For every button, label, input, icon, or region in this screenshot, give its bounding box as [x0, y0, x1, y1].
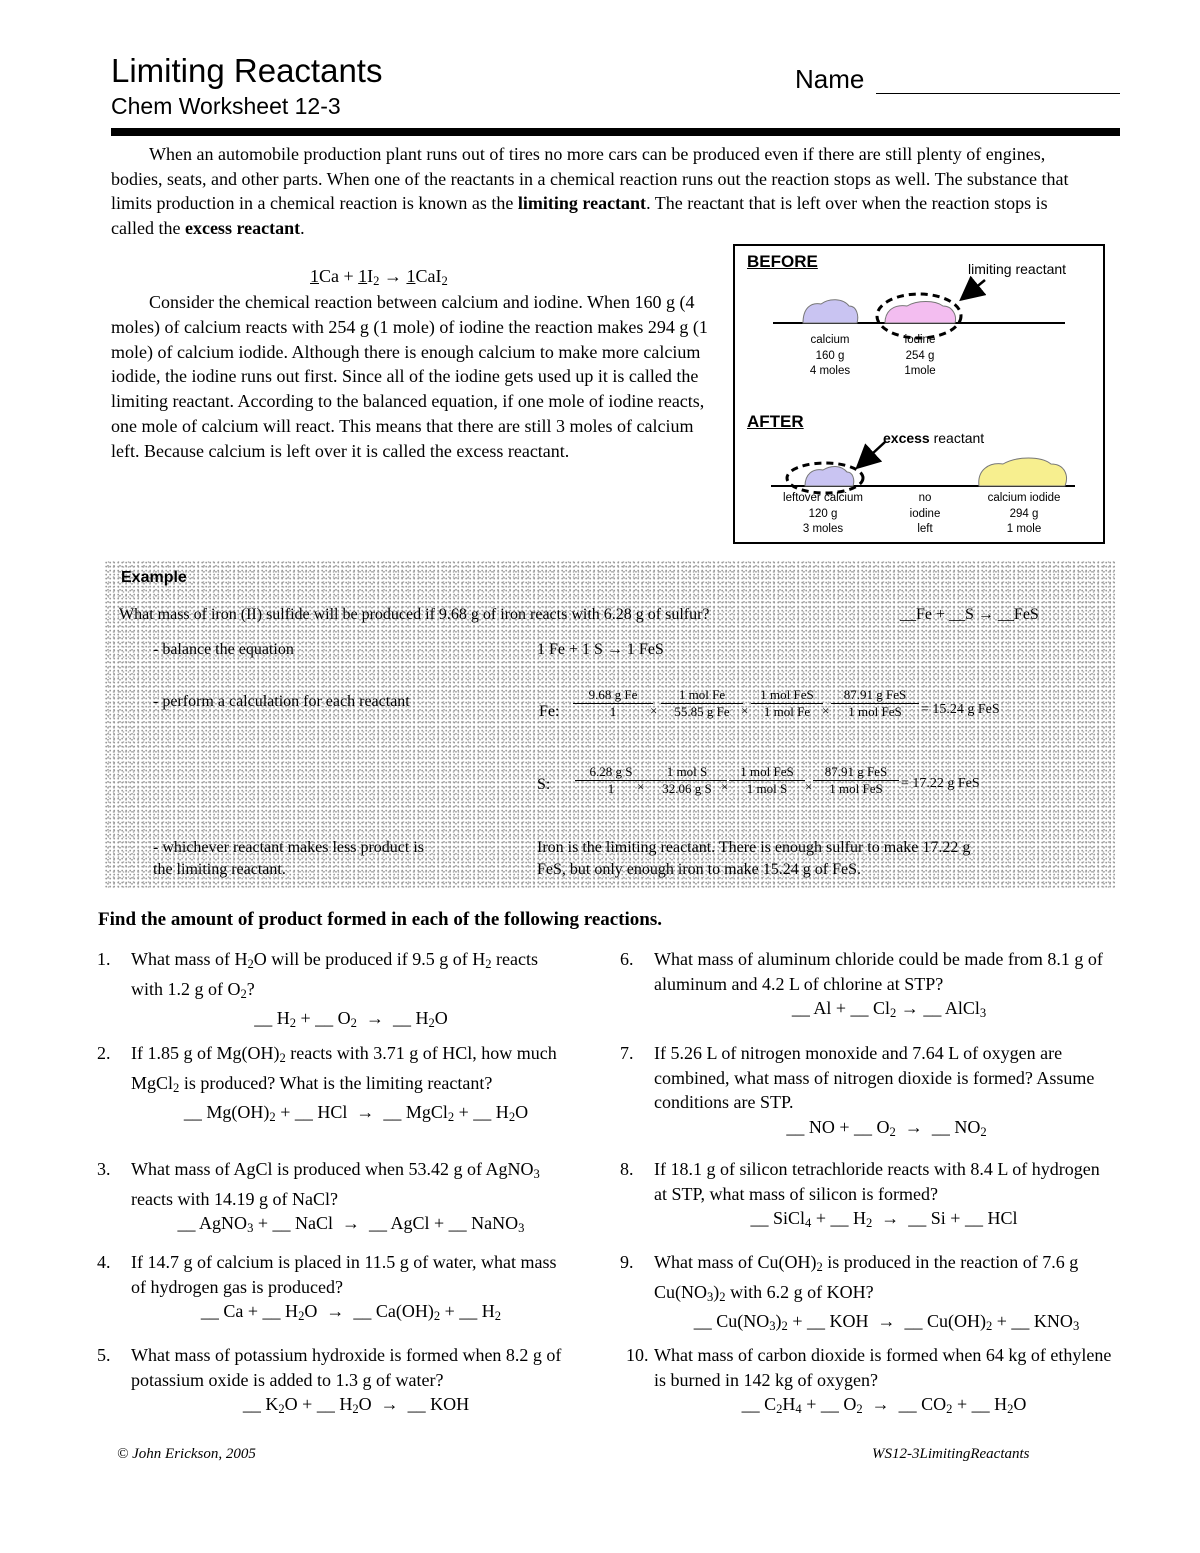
header-rule	[111, 128, 1120, 136]
worksheet-subtitle: Chem Worksheet 12-3	[111, 93, 341, 119]
explanation-text: Consider the chemical reaction between calcium and iodine. When 160 g (4 moles) of calcium reacts with 254 g (1 mole) of iodine the reaction makes 294 g (1 mole) of calcium iodide. Although there is enough calcium to make more calcium iodide, the iodine runs out first. Since all of the iodine gets used up it is called the limiting reactant. According to the balanced equation, if one mole of iodine reacts, one mole of calcium will react. This means that there are still 3 moles of calcium left. Because calcium is left over it is called the excess reactant.	[111, 292, 708, 461]
intro-text-a: When an automobile production plant runs out of tires no more cars can be produced even if there are still plenty of engines, bodies, seats, and other parts. When one of the reactants in a chemical reaction runs out the reaction stops as well. The substance that limits production in a chemical reaction is known as the	[111, 144, 1069, 214]
after-calcium-iodide-label: calcium iodide 294 g 1 mole	[987, 492, 1061, 535]
problem-item	[620, 1041, 1119, 1144]
fe-frac-2: 1 mol Fe 55.85 g Fe	[661, 687, 743, 720]
problem-item	[97, 947, 571, 1036]
times-sign: ×	[637, 779, 645, 794]
before-label: BEFORE	[747, 252, 818, 271]
problem-number: 5.	[97, 1345, 111, 1365]
intro-text-c: .	[300, 218, 305, 239]
problem-item	[620, 947, 1124, 1026]
reaction-arrow: →	[379, 266, 407, 286]
times-sign: ×	[822, 703, 830, 718]
reactant-i2-sub: 2	[373, 274, 380, 289]
problem-number: 4.	[97, 1252, 111, 1272]
fe-result: = 15.24 g FeS	[921, 702, 1000, 717]
limiting-arrow	[963, 280, 985, 298]
leftover-calcium-pile	[805, 466, 854, 486]
coef-i2: 1	[358, 266, 368, 286]
worksheet-title: Limiting Reactants	[111, 52, 383, 89]
calcium-iodide-pile	[979, 458, 1067, 486]
example-step-calculate: - perform a calculation for each reactant	[153, 693, 410, 710]
problem-text: What mass of $Cu(OH)_2$ is produced in the reaction of 7.6 g $Cu(NO_3)_2$ with 6.2 g of KOH?	[654, 1252, 1079, 1304]
fe-frac-4: 87.91 g FeS 1 mol FeS	[831, 687, 919, 720]
problem-item	[97, 1343, 581, 1422]
problem-number: 1.	[97, 949, 111, 969]
excess-reactant-label: excess reactant	[883, 430, 985, 446]
problem-text: If 1.85 g of $Mg(OH)_2$ reacts with 3.71 g of HCl, how much MgCl$_2$ is produced? What is the limiting reactant?	[131, 1043, 557, 1095]
problem-equation: __ NO + __ $O_2$ → __ $NO_2$	[786, 1116, 987, 1139]
problem-text: If 18.1 g of silicon tetrachloride reacts with 8.4 L of hydrogen at STP, what mass of silicon is formed?	[654, 1159, 1100, 1204]
s-frac-4: 87.91 g FeS 1 mol FeS	[813, 764, 899, 797]
after-label: AFTER	[747, 412, 804, 431]
product-cai2: CaI	[415, 266, 442, 286]
problem-item	[626, 1343, 1114, 1422]
problem-text: If 5.26 L of nitrogen monoxide and 7.64 L of oxygen are combined, what mass of nitrogen dioxide is formed? Assume conditions are STP.	[654, 1043, 1095, 1112]
problem-equation: __ SiCl$_4$ + __ $H_2$ → __ Si + __ HCl	[750, 1208, 1018, 1231]
name-field-line[interactable]	[876, 93, 1120, 94]
example-step-balance: - balance the equation	[153, 641, 294, 658]
problem-text: What mass of AgCl is produced when 53.42 g of AgNO$_3$ reacts with 14.19 g of NaCl?	[131, 1159, 540, 1209]
reactant-i2: I	[367, 266, 374, 286]
problem-number: 10.	[626, 1345, 649, 1365]
problem-number: 7.	[620, 1043, 634, 1063]
before-iodine-label: iodine 254 g 1mole	[904, 334, 936, 377]
calcium-iodine-equation	[310, 266, 448, 289]
problem-equation: __ $K_2O$ + __ $H_2O$ → __ KOH	[242, 1394, 470, 1417]
problem-equation: __ $Mg(OH)_2$ + __ HCl → __ MgCl$_2$ + __ $H_2O$	[183, 1102, 529, 1125]
excess-arrow	[859, 442, 885, 466]
example-step-compare: - whichever reactant makes less product is the limiting reactant.	[153, 839, 425, 878]
problem-number: 2.	[97, 1043, 111, 1063]
s-result: = 17.22 g FeS	[901, 776, 980, 791]
name-label: Name	[795, 64, 865, 94]
limiting-reactant-label: limiting reactant	[968, 261, 1067, 277]
s-frac-1: $\frac{\text{6.28 g S}}{1}$	[575, 764, 647, 797]
before-calcium-label: calcium 160 g 4 moles	[809, 334, 851, 377]
s-frac-2: 1 mol S 32.06 g S	[647, 764, 727, 797]
problem-text: If 14.7 g of calcium is placed in 11.5 g of water, what mass of hydrogen gas is produced?	[131, 1252, 557, 1297]
problems-heading: Find the amount of product formed in each of the following reactions.	[98, 909, 663, 930]
fe-calc-label: Fe:	[539, 703, 560, 720]
calcium-pile	[803, 300, 858, 323]
intro-term-excess: excess reactant	[184, 218, 301, 239]
problem-equation: __ $Cu(NO_3)_2$ + __ KOH → __ $Cu(OH)_2$ + __ $KNO_3$	[693, 1311, 1080, 1334]
coef-ca: 1	[310, 266, 319, 286]
times-sign: ×	[650, 703, 658, 718]
intro-text-b: . The reactant that is left over when the reaction stops is called the	[111, 193, 1048, 239]
after-iodine-label: no iodine left	[909, 492, 941, 535]
problem-equation: __ Al + __ $Cl_2$ → __ AlCl$_3$	[791, 998, 987, 1021]
problem-item	[620, 1250, 1119, 1339]
s-calc-label: S:	[537, 776, 551, 793]
example-balanced-equation: 1 Fe + 1 S → 1 FeS	[537, 641, 664, 658]
example-heading: Example	[121, 569, 187, 586]
footer-worksheet-id: WS12-3LimitingReactants	[872, 1446, 1030, 1462]
problem-text: What mass of aluminum chloride could be made from 8.1 g of aluminum and 4.2 L of chlorine at STP?	[654, 949, 1103, 994]
example-box	[105, 561, 1115, 889]
times-sign: ×	[805, 779, 813, 794]
problem-equation: __ $H_2$ + __ $O_2$ → __ $H_2O$	[254, 1008, 448, 1031]
before-after-diagram	[733, 244, 1105, 544]
example-question-equation: __Fe + __S → __FeS	[900, 606, 1039, 623]
times-sign: ×	[741, 703, 749, 718]
example-question: What mass of iron (II) sulfide will be produced if 9.68 g of iron reacts with 6.28 g of sulfur?	[119, 606, 710, 623]
problem-number: 3.	[97, 1159, 111, 1179]
problem-equation: __ $C_2H_4$ + __ $O_2$ → __ $CO_2$ + __ $H_2O$	[741, 1394, 1027, 1417]
problem-equation: __ Ca + __ $H_2O$ → __ $Ca(OH)_2$ + __ $H_2$	[200, 1301, 502, 1324]
problem-item	[97, 1157, 571, 1241]
problem-text: What mass of $H_2O$ will be produced if 9.5 g of $H_2$ reacts with 1.2 g of $O_2$?	[131, 949, 538, 1001]
problem-number: 6.	[620, 949, 634, 969]
intro-paragraph	[111, 142, 1071, 241]
times-sign: ×	[721, 779, 729, 794]
example-conclusion: Iron is the limiting reactant. There is enough sulfur to make 17.22 g FeS, but only enough iron to make 15.24 g of FeS.	[537, 839, 971, 878]
explanation-paragraph	[111, 290, 711, 464]
problem-equation: __ AgNO$_3$ + __ NaCl → __ AgCl + __ NaNO$_3$	[177, 1213, 525, 1236]
intro-term-limiting: limiting reactant	[517, 193, 647, 214]
problem-number: 8.	[620, 1159, 634, 1179]
coef-cai2: 1	[406, 266, 416, 286]
problem-text: What mass of carbon dioxide is formed when 64 kg of ethylene is burned in 142 kg of oxygen?	[654, 1345, 1112, 1390]
problem-item	[97, 1250, 571, 1329]
after-calcium-label: leftover calcium 120 g 3 moles	[783, 492, 863, 535]
problem-item	[620, 1157, 1114, 1236]
problem-item	[97, 1041, 581, 1130]
problem-text: What mass of potassium hydroxide is formed when 8.2 g of potassium oxide is added to 1.3 g of water?	[131, 1345, 562, 1390]
s-frac-3: 1 mol FeS 1 mol S	[729, 764, 805, 797]
iodine-pile	[885, 302, 956, 324]
problem-number: 9.	[620, 1252, 634, 1272]
fe-frac-3: 1 mol FeS 1 mol Fe	[751, 687, 823, 720]
footer-copyright: © John Erickson, 2005	[117, 1446, 256, 1462]
product-cai2-sub: 2	[441, 274, 448, 289]
reactant-ca: Ca +	[319, 266, 359, 286]
fe-frac-1: $\frac{\text{9.68 g Fe}}{1}$	[573, 687, 653, 720]
